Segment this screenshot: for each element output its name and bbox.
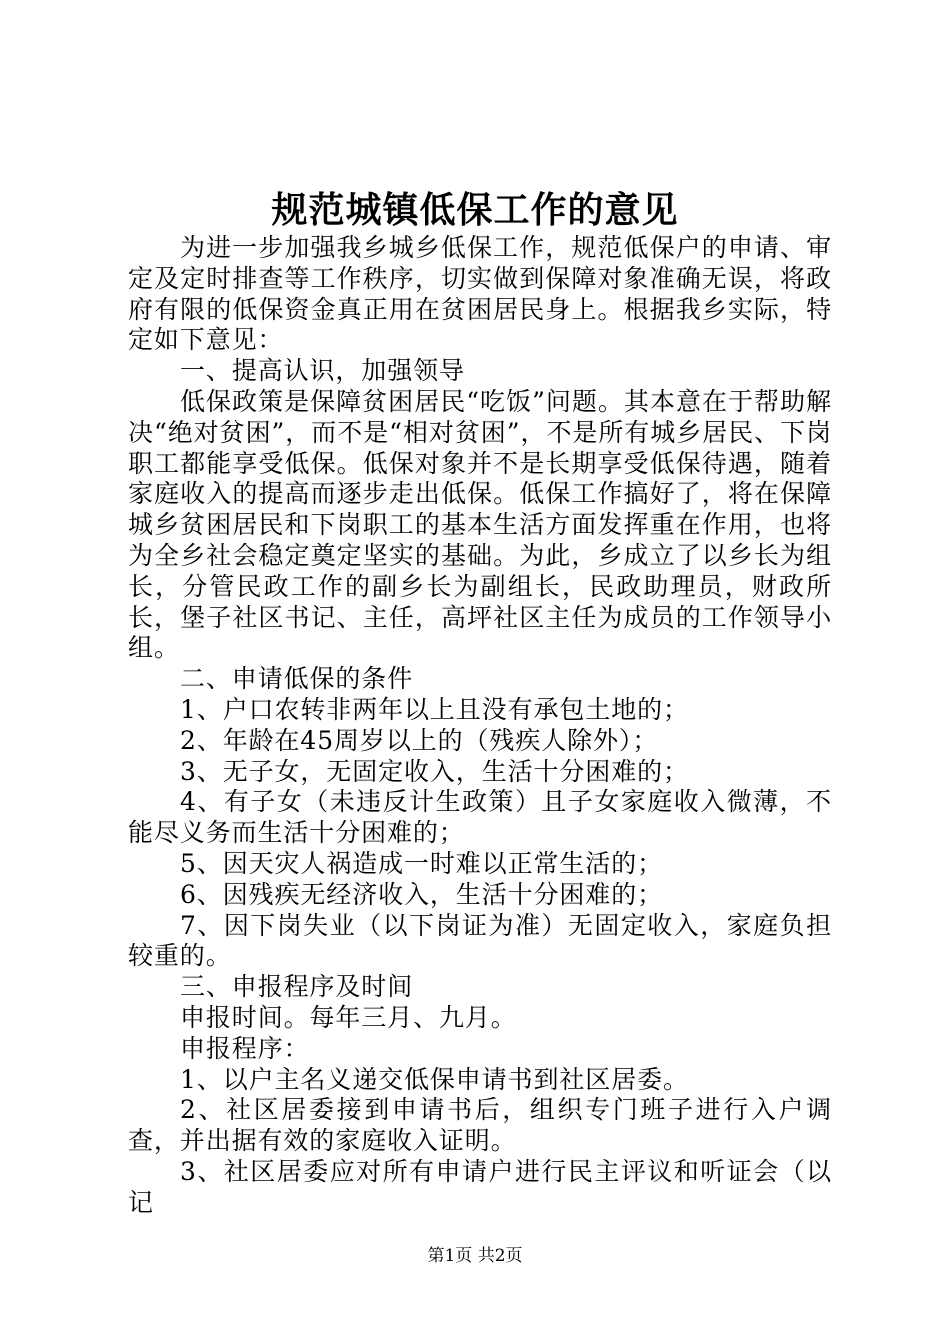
page-title: 规范城镇低保工作的意见 <box>271 189 679 231</box>
procedure-step-1: 1、以户主名义递交低保申请书到社区居委。 <box>180 1064 689 1094</box>
condition-item-3: 3、无子女，无固定收入，生活十分困难的； <box>180 756 689 786</box>
procedure-step-3: 3、社区居委应对所有申请户进行民主评议和听证会（以记 <box>128 1156 832 1217</box>
section-heading-2: 二、申请低保的条件 <box>180 664 414 694</box>
page-total: 共2页 <box>477 1246 523 1266</box>
section-heading-1: 一、提高认识，加强领导 <box>180 356 465 386</box>
procedure-heading: 申报程序： <box>180 1033 310 1063</box>
condition-item-4: 4、有子女（未违反计生政策）且子女家庭收入微薄，不能尽义务而生活十分困难的； <box>128 787 832 848</box>
page-number: 第1页 <box>427 1246 473 1266</box>
condition-item-1: 1、户口农转非两年以上且没有承包土地的； <box>180 694 689 724</box>
condition-item-5: 5、因天灾人祸造成一时难以正常生活的； <box>180 848 664 878</box>
page-footer <box>0 1244 950 1268</box>
application-time: 申报时间。每年三月、九月。 <box>180 1002 517 1032</box>
document-body <box>128 233 832 1219</box>
condition-item-6: 6、因残疾无经济收入，生活十分困难的； <box>180 879 664 909</box>
intro-paragraph: 为进一步加强我乡城乡低保工作，规范低保户的申请、审定及定时排查等工作秩序，切实做到保障对象准确无误，将政府有限的低保资金真正用在贫困居民身上。根据我乡实际，特定如下意见： <box>128 233 832 355</box>
procedure-step-2: 2、社区居委接到申请书后，组织专门班子进行入户调查，并出据有效的家庭收入证明。 <box>128 1095 832 1156</box>
section-heading-3: 三、申报程序及时间 <box>180 972 414 1002</box>
condition-item-7: 7、因下岗失业（以下岗证为准）无固定收入，家庭负担较重的。 <box>128 910 832 971</box>
condition-item-2: 2、年龄在45周岁以上的（残疾人除外）； <box>180 725 659 755</box>
section-1-paragraph: 低保政策是保障贫困居民“吃饭”问题。其本意在于帮助解决“绝对贫困”，而不是“相对贫困”，不是所有城乡居民、下岗职工都能享受低保。低保对象并不是长期享受低保待遇，随着家庭收入的提高而逐步走出低保。低保工作搞好了，将在保障城乡贫困居民和下岗职工的基本生活方面发挥重在作用，也将为全乡社会稳定奠定坚实的基础。为此，乡成立了以乡长为组长，分管民政工作的副乡长为副组长，民政助理员，财政所长，堡子社区书记、主任，高坪社区主任为成员的工作领导小组。 <box>128 386 832 663</box>
